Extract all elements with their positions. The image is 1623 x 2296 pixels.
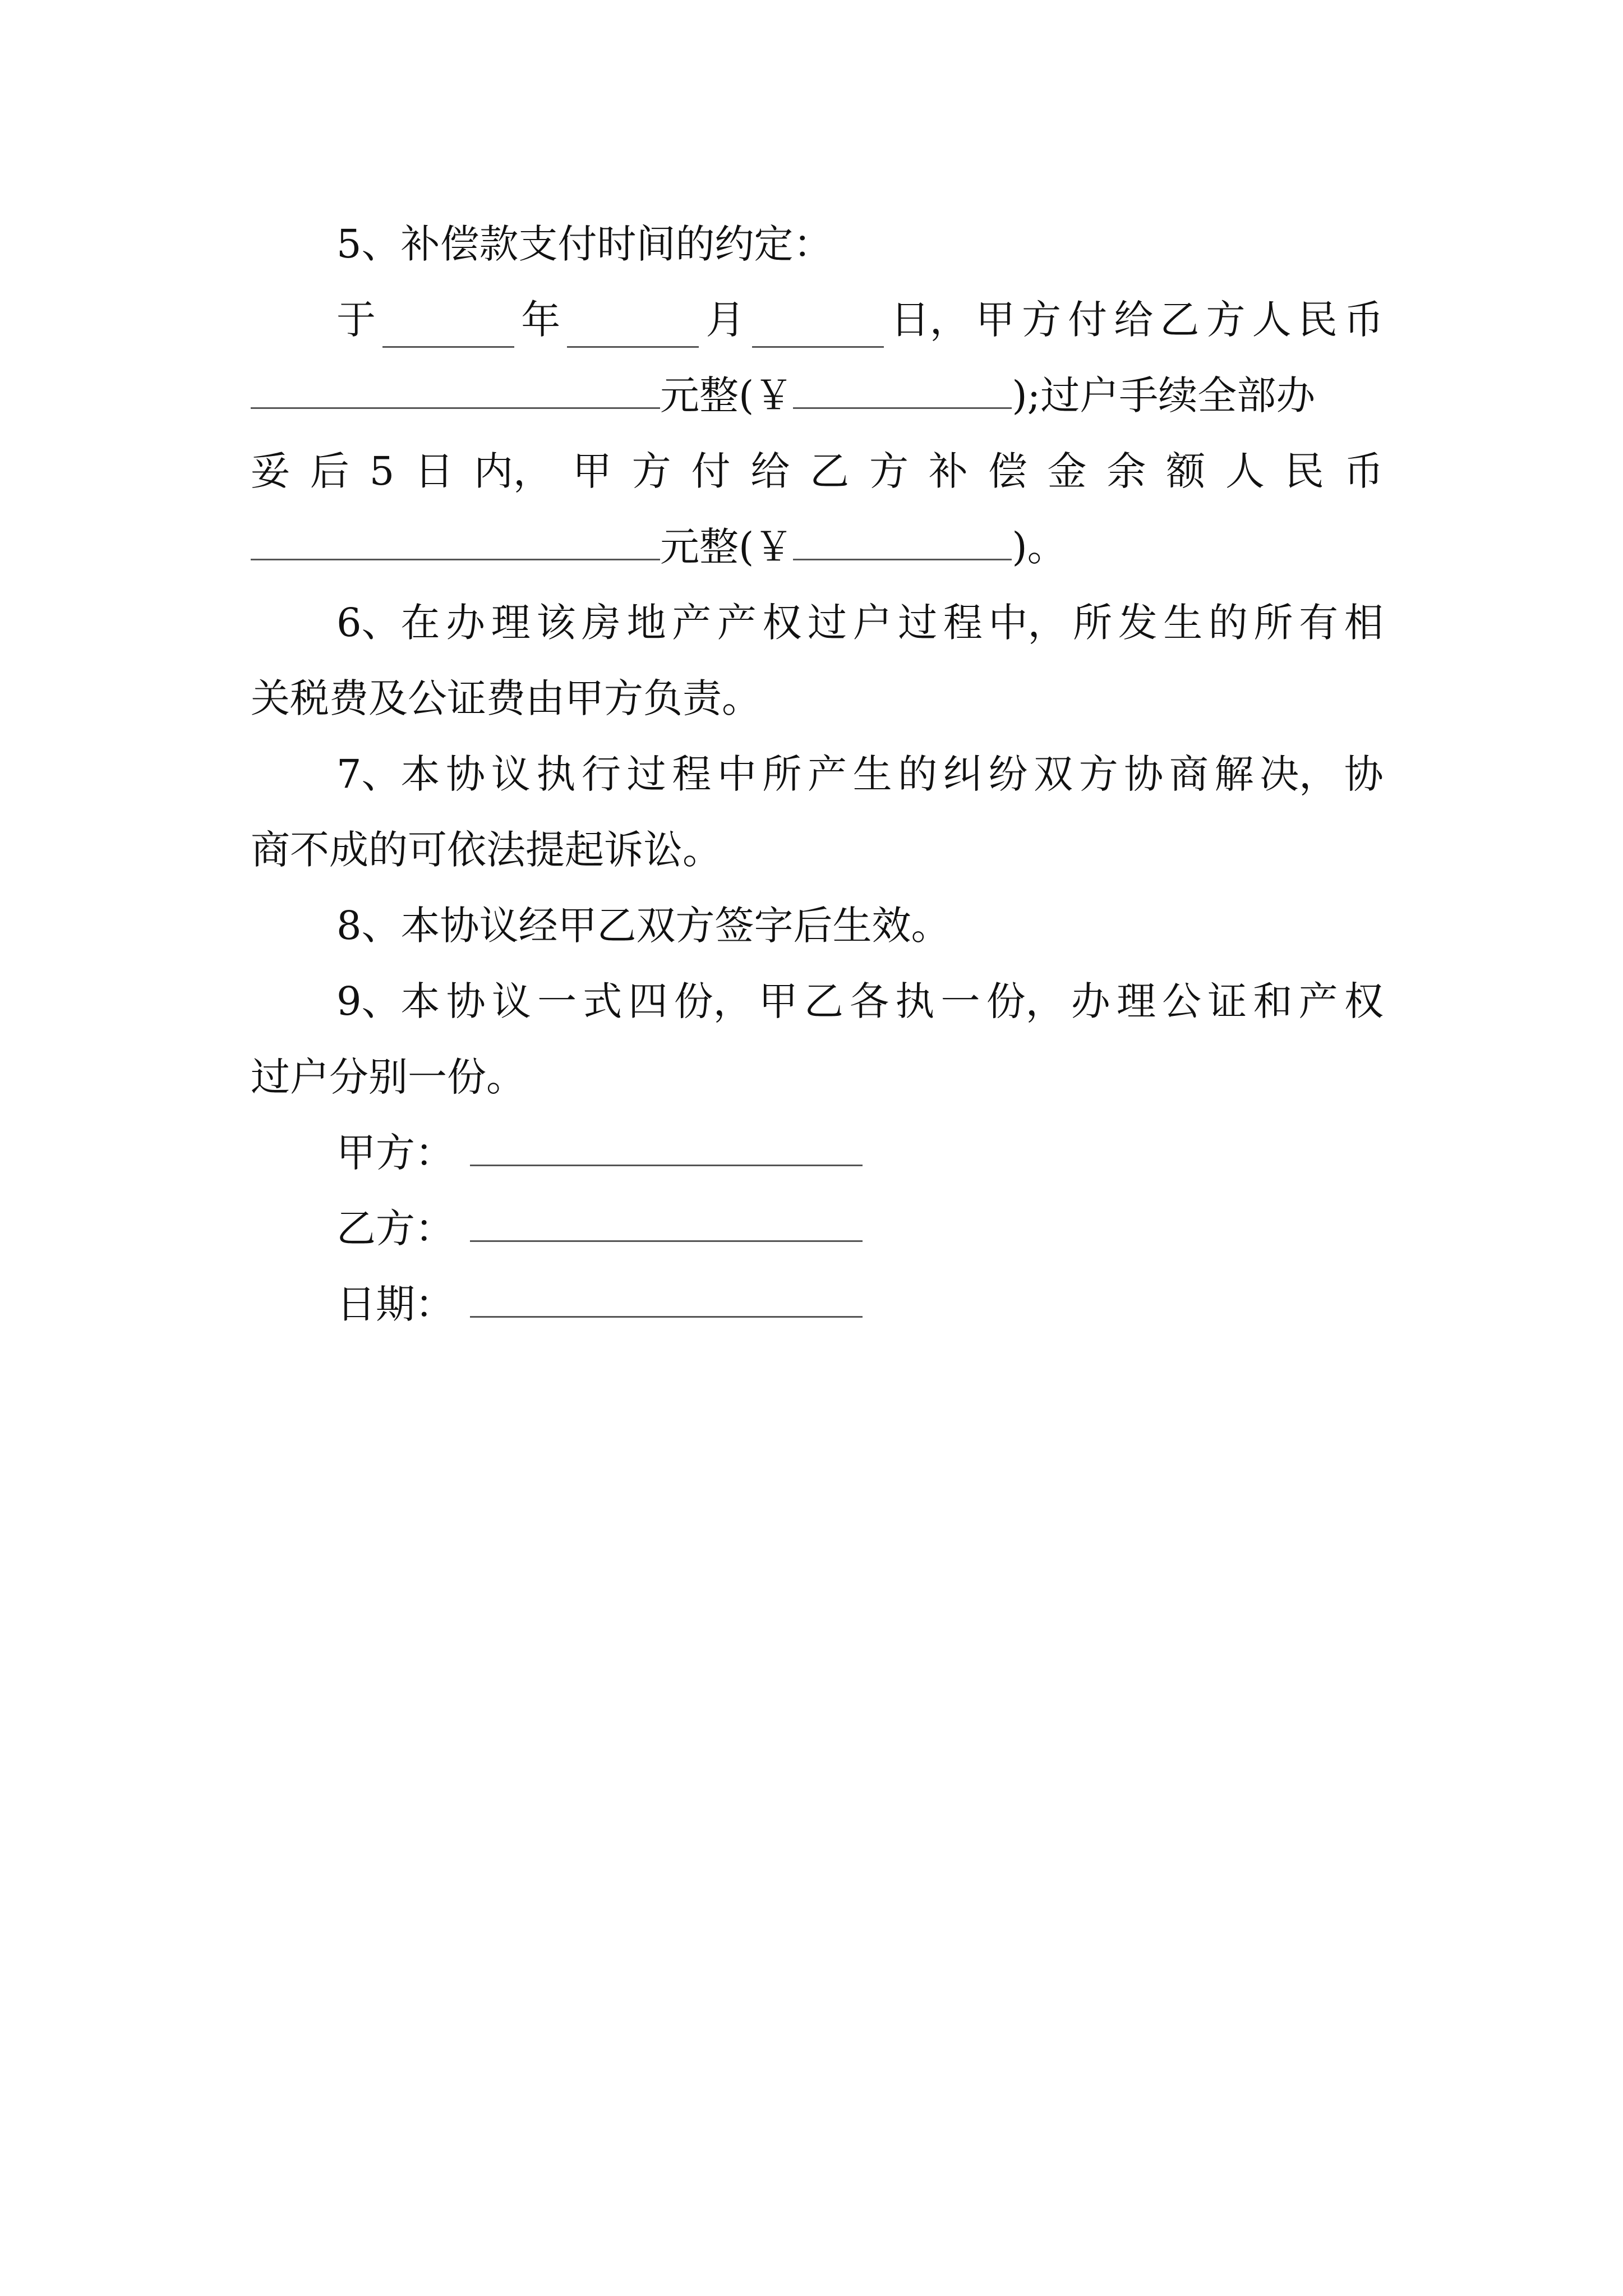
clause7-char: 纠 <box>943 751 983 797</box>
balance-char: 方 <box>869 448 909 494</box>
clause7-char: 过 <box>626 751 666 797</box>
balance-char: 妥 <box>251 448 290 494</box>
clause7-char: 决， <box>1260 751 1339 797</box>
clause7-char: 产 <box>808 751 847 797</box>
clause6-line-2 <box>251 670 1384 726</box>
balance-char: 民 <box>1284 448 1324 494</box>
clause5-date-line <box>336 292 1384 348</box>
clause7-char: 协 <box>1124 751 1164 797</box>
clause7-char: 的 <box>898 751 938 797</box>
balance-char: 日 <box>414 448 454 494</box>
clause7-char: 行 <box>581 751 621 797</box>
day-label: 日， <box>890 297 969 343</box>
balance-char: 内， <box>473 448 552 494</box>
clause6-char: 理 <box>491 600 531 646</box>
clause7-char: 协 <box>1344 751 1384 797</box>
clause9-char: 一 <box>537 978 577 1024</box>
clause9-char: 理 <box>1116 978 1156 1024</box>
clause9-char: 和 <box>1253 978 1293 1024</box>
clause6-char: 过 <box>808 600 847 646</box>
date-tail-char: 给 <box>1114 297 1154 343</box>
clause9-char: 9、本 <box>336 978 440 1024</box>
clause7-char: 协 <box>446 751 486 797</box>
balance-char: 偿 <box>988 448 1027 494</box>
balance-char: 人 <box>1225 448 1265 494</box>
clause9-line-2-text: 过户分别一份。 <box>251 1054 525 1100</box>
clause6-char: 该 <box>536 600 576 646</box>
clause9-char: 份， <box>674 978 753 1024</box>
clause7-char: 中 <box>717 751 757 797</box>
balance-char: 5 <box>369 448 395 494</box>
clause6-char: 所 <box>1253 600 1293 646</box>
party-a-signature-blank[interactable] <box>470 1128 863 1167</box>
clause9-char: 各 <box>850 978 889 1024</box>
clause9-char: 公 <box>1162 978 1202 1024</box>
clause6-char: 发 <box>1118 600 1158 646</box>
month-label: 月 <box>706 297 745 343</box>
clause9-line-1 <box>336 973 1384 1029</box>
clause6-char: 产 <box>672 600 712 646</box>
balance-char: 币 <box>1344 448 1384 494</box>
year-blank <box>382 309 514 348</box>
amount-unit: 元整(￥ <box>660 372 794 418</box>
balance-char: 给 <box>750 448 790 494</box>
balance-char: 金 <box>1047 448 1087 494</box>
balance-number-blank <box>793 522 1012 561</box>
clause6-char: 6、在 <box>336 600 440 646</box>
clause9-char: 甲 <box>758 978 798 1024</box>
party-a-label: 甲方： <box>336 1130 454 1176</box>
day-blank <box>752 309 884 348</box>
date-tail-char: 币 <box>1344 297 1384 343</box>
amount-words-blank <box>251 370 660 409</box>
date-tail-char: 方 <box>1022 297 1061 343</box>
clause5-balance-line <box>251 443 1384 499</box>
clause7-char: 双 <box>1034 751 1073 797</box>
clause5-amount-line-2 <box>251 519 1384 575</box>
clause9-char: 一 <box>940 978 980 1024</box>
clause6-char: 生 <box>1163 600 1203 646</box>
clause9-line-2 <box>251 1049 1384 1105</box>
balance-words-blank <box>251 522 660 561</box>
balance-char: 后 <box>310 448 349 494</box>
clause6-line-1 <box>336 595 1384 651</box>
clause6-char: 房 <box>581 600 621 646</box>
signature-party-b <box>336 1200 1384 1257</box>
clause6-char: 程 <box>943 600 983 646</box>
clause6-line-2-text: 关税费及公证费由甲方负责。 <box>251 675 761 721</box>
clause7-char: 解 <box>1214 751 1254 797</box>
party-b-label: 乙方： <box>336 1205 454 1251</box>
clause6-char: 地 <box>626 600 666 646</box>
clause7-char: 7、本 <box>336 751 440 797</box>
clause9-char: 份， <box>986 978 1065 1024</box>
date-prefix: 于 <box>336 297 376 343</box>
clause7-line-1 <box>336 746 1384 802</box>
balance-char: 补 <box>928 448 968 494</box>
month-blank <box>567 309 699 348</box>
date-tail-char: 方 <box>1206 297 1246 343</box>
signature-party-a <box>336 1125 1384 1181</box>
clause9-char: 式 <box>583 978 623 1024</box>
clause9-char: 证 <box>1207 978 1247 1024</box>
clause7-char: 商 <box>1169 751 1209 797</box>
date-tail-char: 付 <box>1068 297 1108 343</box>
date-tail-char: 甲 <box>975 297 1015 343</box>
clause6-char: 相 <box>1344 600 1384 646</box>
date-label: 日期： <box>336 1281 454 1327</box>
balance-char: 余 <box>1106 448 1146 494</box>
clause7-char: 所 <box>762 751 802 797</box>
date-tail-char: 人 <box>1252 297 1292 343</box>
clause5-heading <box>336 216 1384 272</box>
clause9-char: 乙 <box>804 978 843 1024</box>
date-signature-blank[interactable] <box>470 1279 863 1318</box>
clause7-char: 执 <box>536 751 576 797</box>
clause7-char: 生 <box>852 751 892 797</box>
clause9-char: 权 <box>1344 978 1384 1024</box>
clause9-char: 办 <box>1071 978 1110 1024</box>
clause6-char: 中， <box>988 600 1067 646</box>
clause6-char: 的 <box>1208 600 1248 646</box>
date-tail-char: 乙 <box>1160 297 1200 343</box>
clause9-char: 协 <box>446 978 486 1024</box>
clause7-char: 纷 <box>988 751 1028 797</box>
clause6-char: 过 <box>898 600 938 646</box>
clause7-char: 程 <box>672 751 712 797</box>
year-label: 年 <box>521 297 561 343</box>
clause6-char: 户 <box>852 600 892 646</box>
amount-number-blank <box>793 370 1012 409</box>
balance-char: 甲 <box>572 448 612 494</box>
amount-tail: );过户手续全部办 <box>1012 372 1316 418</box>
balance-unit: 元整(￥ <box>660 524 794 570</box>
date-tail-char: 民 <box>1298 297 1338 343</box>
clause9-char: 四 <box>628 978 668 1024</box>
clause6-char: 所 <box>1073 600 1113 646</box>
balance-char: 方 <box>631 448 671 494</box>
balance-tail: )。 <box>1012 524 1067 570</box>
clause6-char: 产 <box>717 600 757 646</box>
clause5-heading-text: 5、补偿款支付时间的约定： <box>336 221 833 267</box>
clause7-char: 议 <box>491 751 531 797</box>
clause9-char: 议 <box>491 978 531 1024</box>
clause7-line-2 <box>251 822 1384 878</box>
clause7-line-2-text: 商不成的可依法提起诉讼。 <box>251 827 722 873</box>
balance-char: 乙 <box>810 448 850 494</box>
clause8-line-1 <box>336 898 1384 954</box>
clause6-char: 办 <box>446 600 486 646</box>
party-b-signature-blank[interactable] <box>470 1203 863 1243</box>
clause9-char: 产 <box>1298 978 1338 1024</box>
balance-char: 额 <box>1166 448 1206 494</box>
clause9-char: 执 <box>895 978 935 1024</box>
signature-date <box>336 1276 1384 1332</box>
clause5-amount-line-1 <box>251 367 1384 424</box>
clause6-char: 有 <box>1299 600 1339 646</box>
clause7-char: 方 <box>1078 751 1118 797</box>
clause8-text: 8、本协议经甲乙双方签字后生效。 <box>336 903 951 949</box>
clause6-char: 权 <box>762 600 802 646</box>
balance-char: 付 <box>691 448 731 494</box>
